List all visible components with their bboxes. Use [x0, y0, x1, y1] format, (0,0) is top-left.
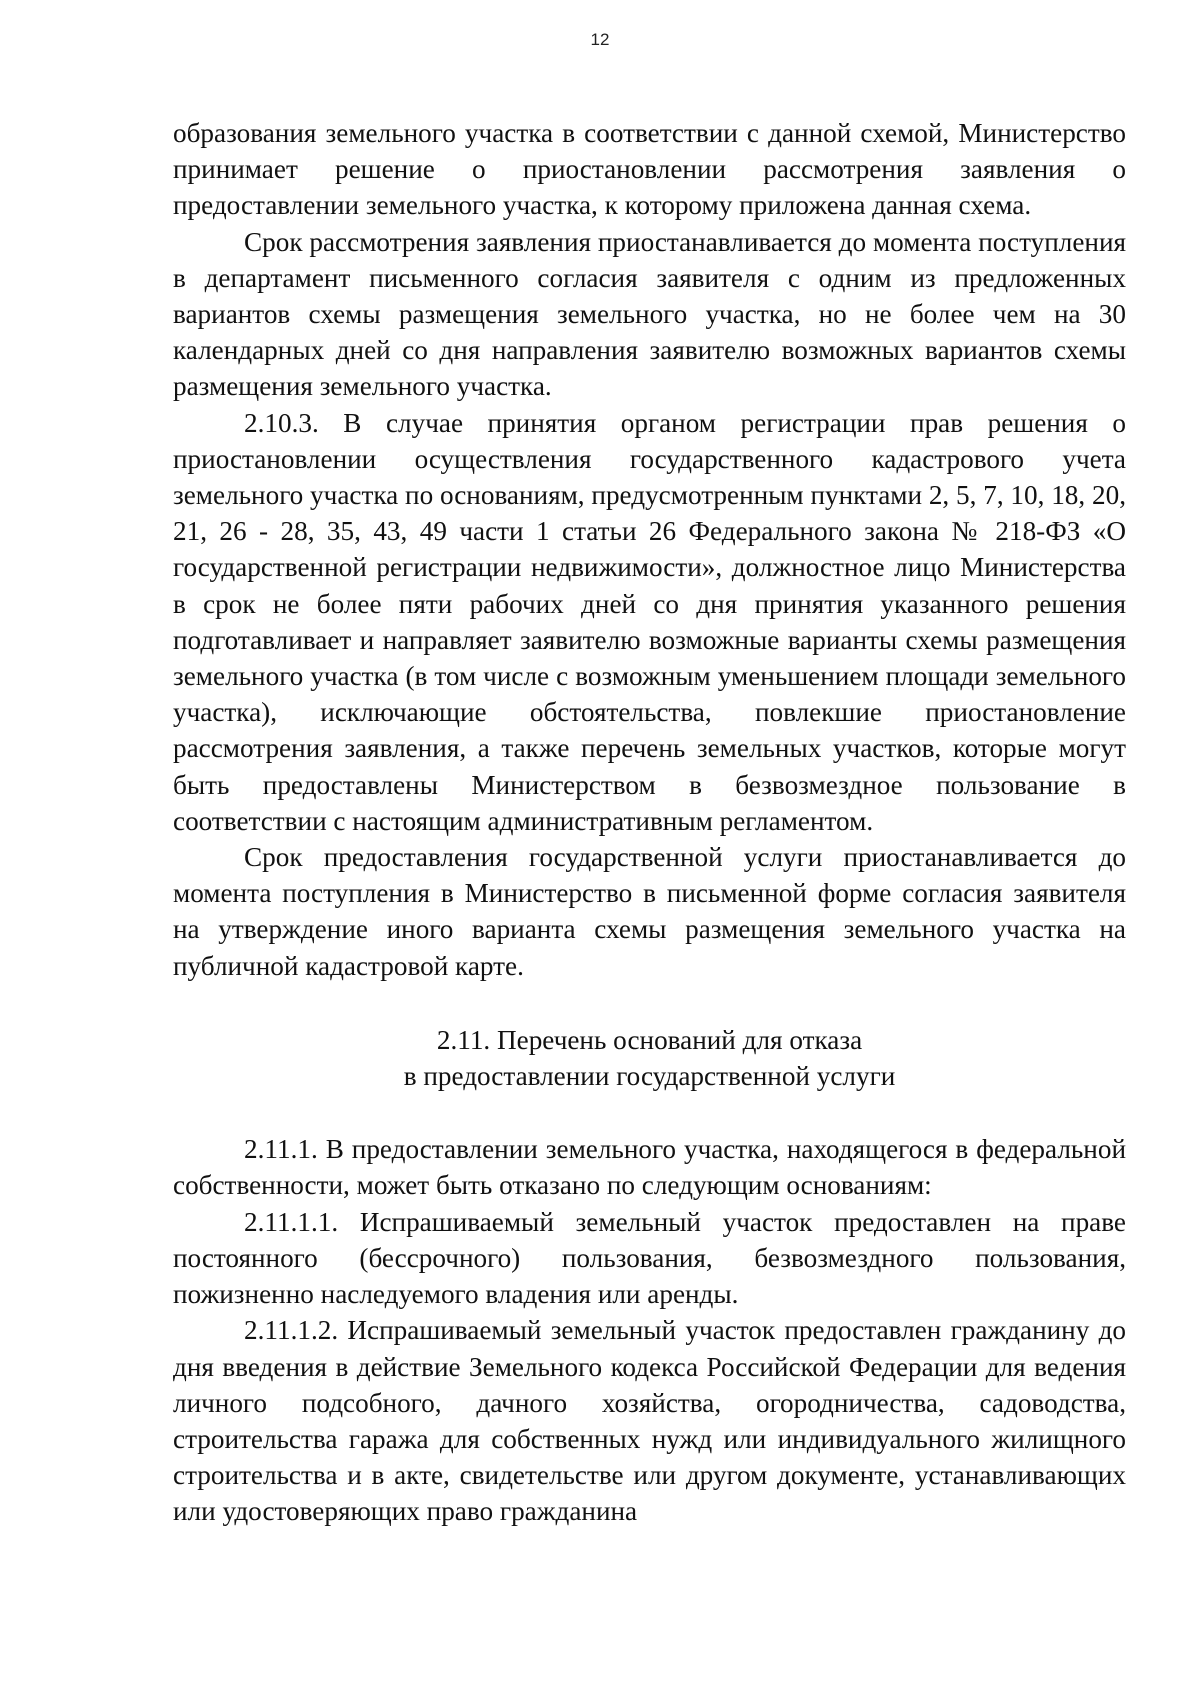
- section-heading-line-1: 2.11. Перечень оснований для отказа: [436, 1024, 863, 1055]
- paragraph-2-11-1-2: 2.11.1.2. Испрашиваемый земельный участок предоставлен гражданину до дня введения в действие Земельного кодекса Российской Федерации для ведения личного подсобного, дачного хозяйства, огородничества, садоводства, строительства гаража для собственных нужд или индивидуального жилищного строительства и в акте, свидетельстве или другом документе, устанавливающих или удостоверяющих право гражданина: [173, 1315, 1126, 1527]
- paragraph-2-11-1: 2.11.1. В предоставлении земельного участка, находящегося в федеральной собственности, может быть отказано по следующим основаниям:: [173, 1134, 1126, 1201]
- paragraph-service-suspension: Срок предоставления государственной услуги приостанавливается до момента поступления в Министерство в письменной форме согласия заявителя на утверждение иного варианта схемы размещения земельного участка на публичной кадастровой карте.: [173, 842, 1126, 981]
- section-heading: [173, 1022, 1126, 1094]
- paragraph-2-10-3: 2.10.3. В случае принятия органом регистрации прав решения о приостановлении осуществления государственного кадастрового учета земельного участка по основаниям, предусмотренным пунктами 2, 5, 7, 10, 18, 20, 21, 26 - 28, 35, 43, 49 части 1 статьи 26 Федерального закона № 218-ФЗ «О государственной регистрации недвижимости», должностное лицо Министерства в срок не более пяти рабочих дней со дня принятия указанного решения подготавливает и направляет заявителю возможные варианты схемы размещения земельного участка (в том числе с возможным уменьшением площади земельного участка), исключающие обстоятельства, повлекшие приостановление рассмотрения заявления, а также перечень земельных участков, которые могут быть предоставлены Министерством в безвозмездное пользование в соответствии с настоящим административным регламентом.: [173, 407, 1126, 836]
- paragraph-2-11-1-1: 2.11.1.1. Испрашиваемый земельный участок предоставлен на праве постоянного (бессрочного) пользования, безвозмездного пользования, пожизненно наследуемого владения или аренды.: [173, 1206, 1126, 1310]
- paragraph-suspension-term: Срок рассмотрения заявления приостанавливается до момента поступления в департамент письменного согласия заявителя с одним из предложенных вариантов схемы размещения земельного участка, но не более чем на 30 календарных дней со дня направления заявителю возможных вариантов схемы размещения земельного участка.: [173, 226, 1126, 402]
- paragraph-continuation: образования земельного участка в соответствии с данной схемой, Министерство принимает решение о приостановлении рассмотрения заявления о предоставлении земельного участка, к которому приложена данная схема.: [173, 118, 1126, 221]
- document-body: [173, 115, 1126, 1530]
- page-number: 12: [590, 30, 610, 49]
- section-heading-line-2: в предоставлении государственной услуги: [403, 1061, 896, 1092]
